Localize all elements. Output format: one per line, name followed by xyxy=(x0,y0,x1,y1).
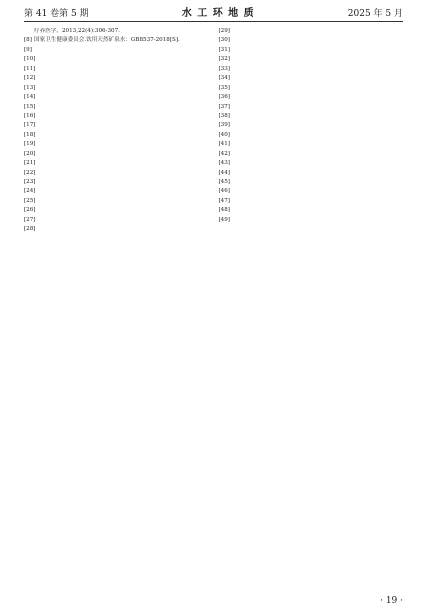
reference-entry xyxy=(24,217,209,225)
reference-entry xyxy=(24,170,209,178)
reference-entry xyxy=(24,188,209,196)
reference-entry xyxy=(219,151,404,159)
reference-number: [37] xyxy=(218,103,230,110)
reference-entry xyxy=(24,94,209,102)
reference-entry xyxy=(219,132,404,140)
reference-entry xyxy=(24,122,209,130)
reference-entry xyxy=(219,75,404,83)
reference-number: [41] xyxy=(218,141,230,148)
reference-number: [9] xyxy=(24,46,32,53)
reference-number: [14] xyxy=(24,94,36,101)
reference-number: [34] xyxy=(218,75,230,82)
reference-number: [38] xyxy=(218,112,230,119)
reference-number: [32] xyxy=(218,56,230,63)
reference-entry xyxy=(24,47,209,55)
reference-entry xyxy=(219,170,404,178)
reference-number: [20] xyxy=(24,150,36,157)
reference-entry xyxy=(219,104,404,112)
running-head-journal-title: 水 工 环 地 质 xyxy=(181,8,255,19)
reference-entry xyxy=(219,198,404,206)
reference-entry xyxy=(219,207,404,215)
reference-entry xyxy=(24,141,209,149)
reference-number: [10] xyxy=(24,56,36,63)
reference-number: [31] xyxy=(218,46,230,53)
reference-number: [42] xyxy=(218,150,230,157)
reference-number: [8] xyxy=(24,37,32,44)
reference-entry xyxy=(24,226,209,234)
reference-number: [36] xyxy=(218,94,230,101)
reference-number: [24] xyxy=(24,188,36,195)
reference-entry xyxy=(219,188,404,196)
reference-number: [12] xyxy=(24,75,36,82)
reference-number: [26] xyxy=(24,207,36,214)
reference-entry xyxy=(219,47,404,55)
reference-entry xyxy=(219,85,404,93)
running-head xyxy=(24,0,403,22)
reference-number: [33] xyxy=(218,65,230,72)
reference-number: [43] xyxy=(218,160,230,167)
reference-number: [27] xyxy=(24,216,36,223)
reference-number: [15] xyxy=(24,103,36,110)
reference-text: 国家卫生健康委员会.饮用天然矿泉水：GB8537-2018[S]. xyxy=(34,37,180,44)
reference-number: [49] xyxy=(218,216,230,223)
reference-number: [16] xyxy=(24,112,36,119)
running-head-date: 2025 年 5 月 xyxy=(347,9,403,19)
reference-number: [39] xyxy=(218,122,230,129)
reference-entry xyxy=(24,179,209,187)
reference-entry xyxy=(24,66,209,74)
reference-number: [19] xyxy=(24,141,36,148)
reference-entry xyxy=(219,141,404,149)
reference-entry xyxy=(24,104,209,112)
reference-entry xyxy=(219,160,404,168)
running-head-volume: 第 41 卷第 5 期 xyxy=(24,9,89,19)
reference-column-left xyxy=(24,28,209,590)
reference-number: [17] xyxy=(24,122,36,129)
reference-entry xyxy=(219,113,404,121)
reference-number: [25] xyxy=(24,197,36,204)
reference-number: [13] xyxy=(24,84,36,91)
reference-entry xyxy=(219,66,404,74)
reference-entry xyxy=(219,28,404,36)
reference-entry xyxy=(219,94,404,102)
reference-number: [35] xyxy=(218,84,230,91)
reference-entry xyxy=(219,56,404,64)
reference-columns xyxy=(24,28,403,590)
reference-entry xyxy=(24,56,209,64)
reference-entry xyxy=(24,28,209,36)
reference-number: [21] xyxy=(24,160,36,167)
reference-number: [46] xyxy=(218,188,230,195)
reference-entry xyxy=(219,37,404,45)
reference-entry xyxy=(24,37,209,45)
reference-number: [30] xyxy=(218,37,230,44)
reference-number: [47] xyxy=(218,197,230,204)
reference-number: [18] xyxy=(24,131,36,138)
reference-entry xyxy=(24,160,209,168)
reference-entry xyxy=(24,132,209,140)
page-number: · 19 · xyxy=(380,596,403,606)
reference-number: [48] xyxy=(218,207,230,214)
reference-number: [40] xyxy=(218,131,230,138)
reference-entry xyxy=(24,113,209,121)
reference-text: 疗养医学，2013,22(4):306-307. xyxy=(34,28,120,34)
reference-entry xyxy=(24,198,209,206)
reference-number: [45] xyxy=(218,179,230,185)
reference-number: [23] xyxy=(24,179,36,185)
reference-entry xyxy=(24,207,209,215)
reference-number: [22] xyxy=(24,169,36,176)
reference-entry xyxy=(24,151,209,159)
reference-number: [44] xyxy=(218,169,230,176)
reference-column-right xyxy=(219,28,404,590)
reference-number: [29] xyxy=(218,28,230,34)
reference-number: [28] xyxy=(24,226,36,233)
reference-entry xyxy=(24,85,209,93)
reference-entry xyxy=(219,217,404,225)
reference-entry xyxy=(24,75,209,83)
reference-number: [11] xyxy=(24,65,36,72)
reference-entry xyxy=(219,179,404,187)
reference-entry xyxy=(219,122,404,130)
